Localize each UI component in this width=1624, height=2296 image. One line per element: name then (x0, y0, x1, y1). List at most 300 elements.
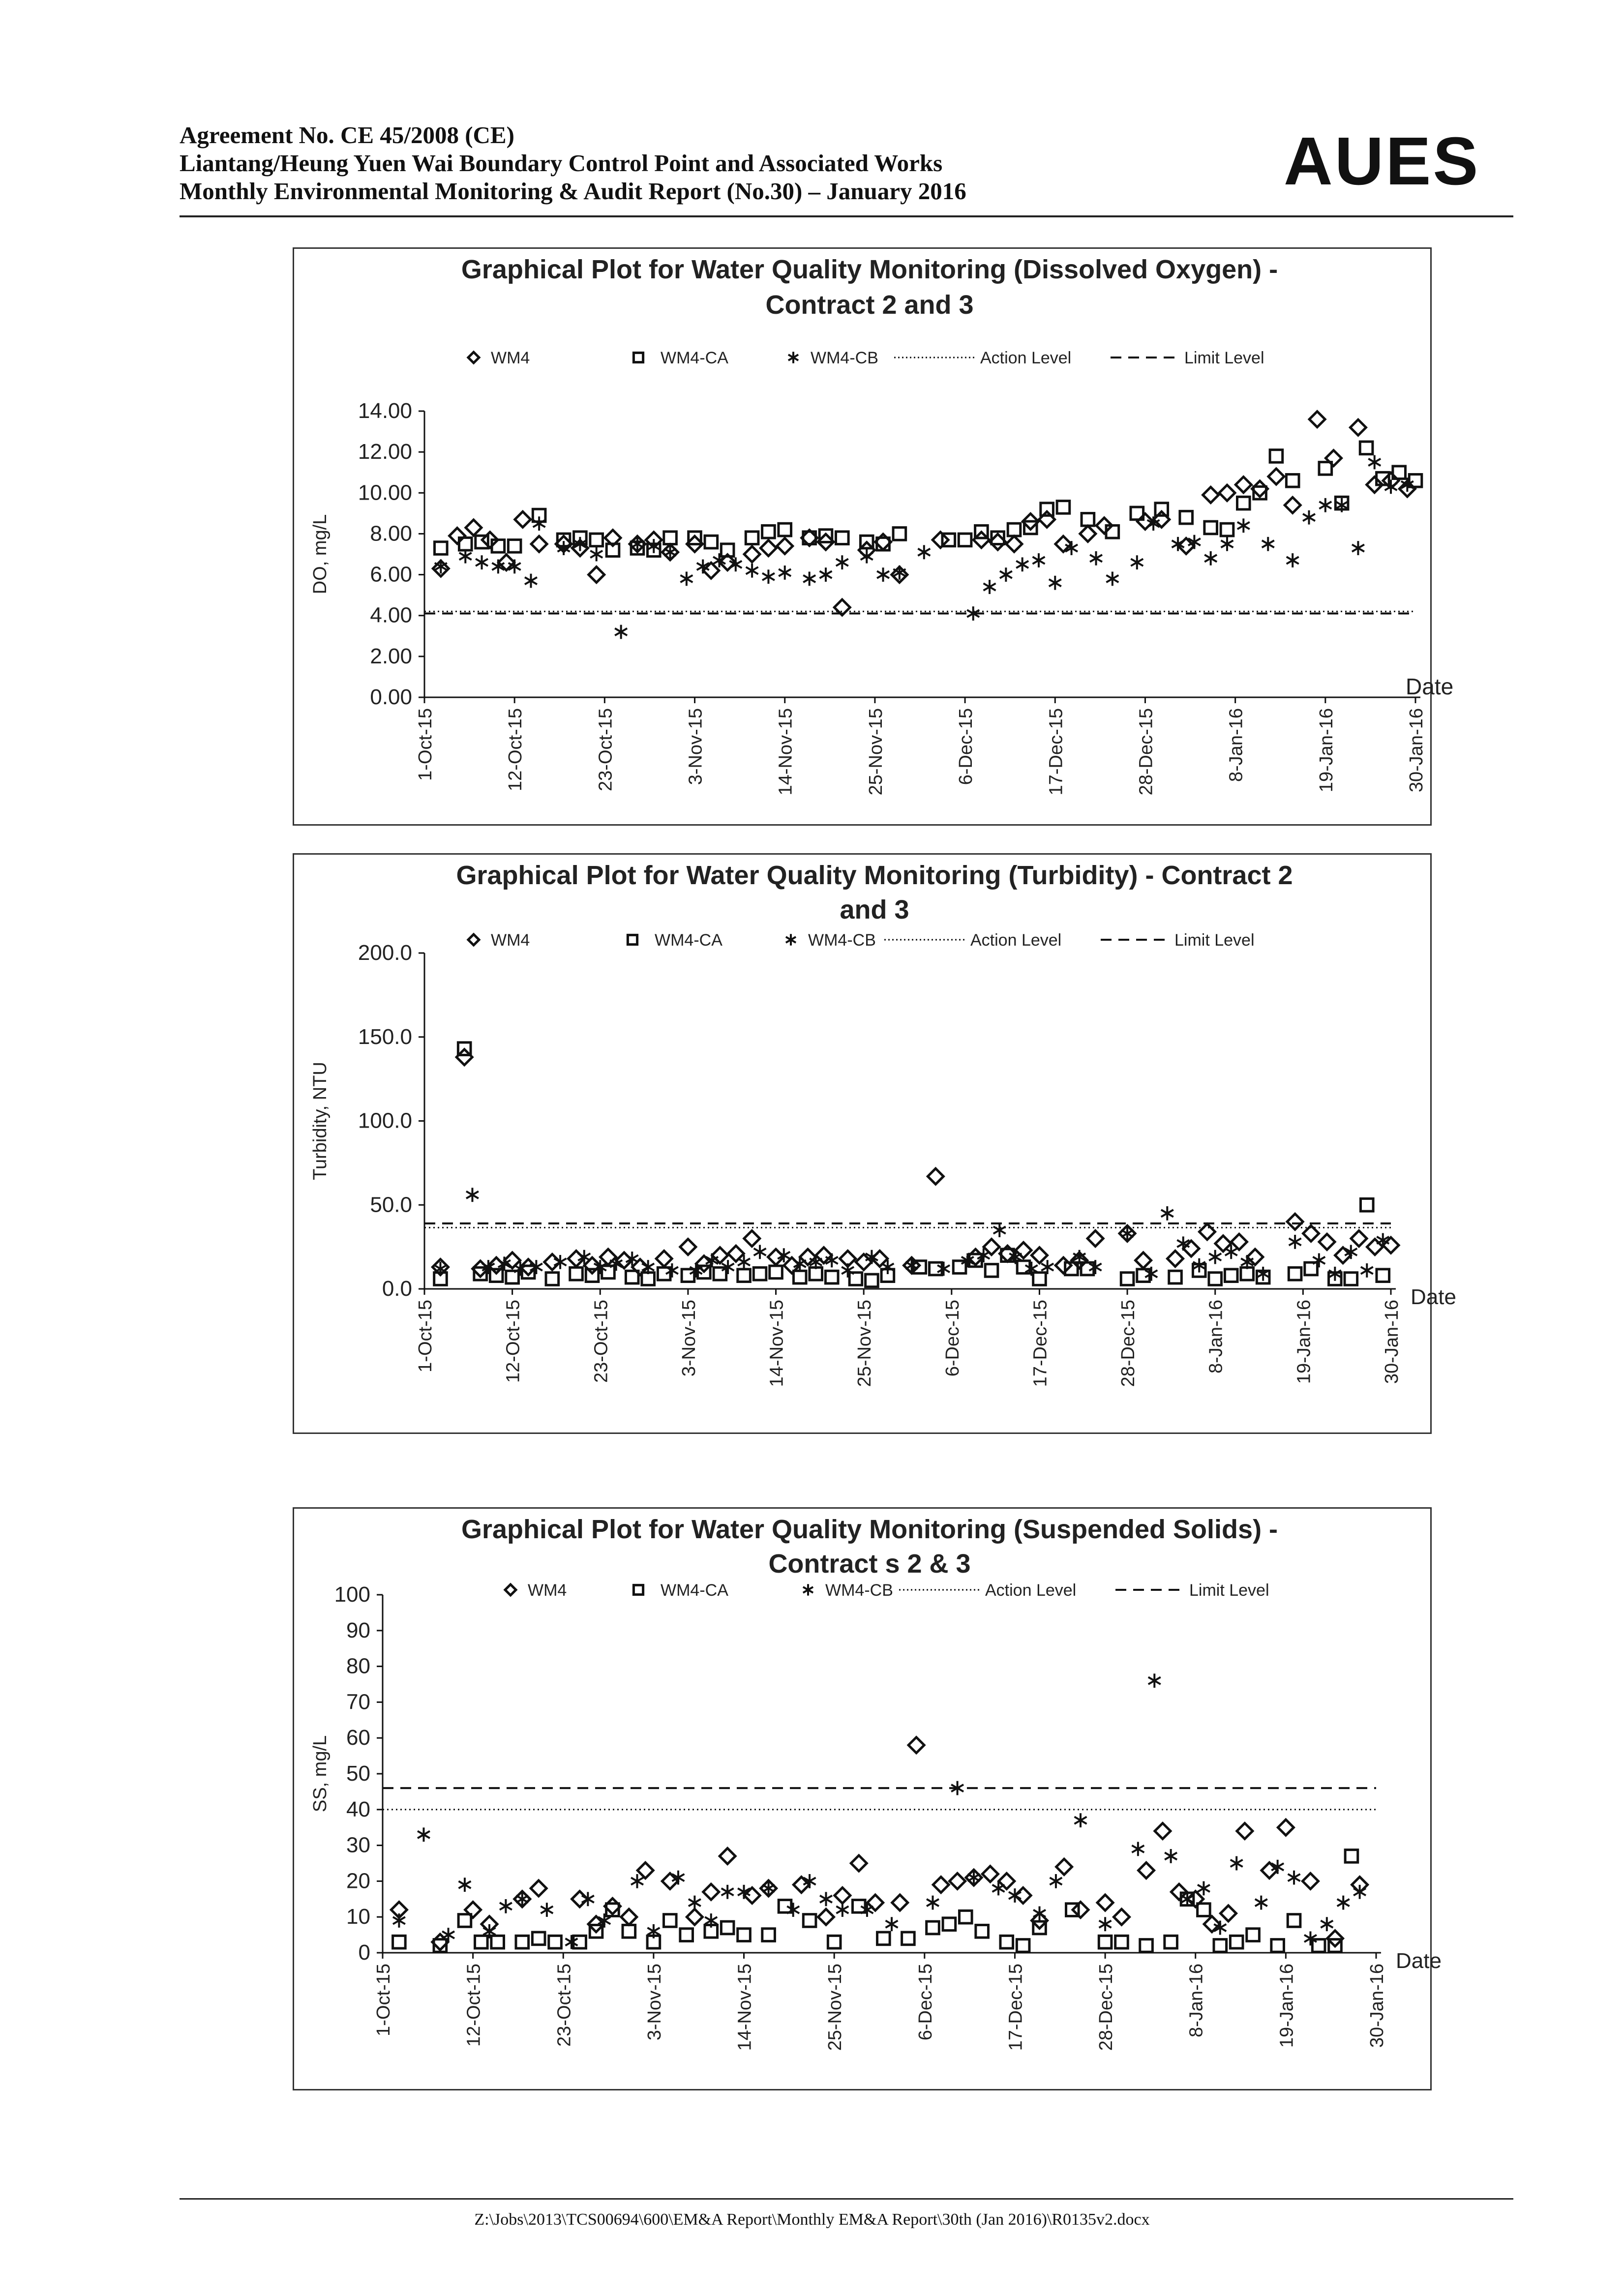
data-point-wm4-cb (1050, 1874, 1062, 1888)
chart-title: Graphical Plot for Water Quality Monitoring (Turbidity) - Contract 2 (456, 861, 1293, 890)
chart-title: Contract 2 and 3 (765, 290, 974, 320)
data-point-wm4-cb (722, 1885, 734, 1899)
data-point-wm4-ca (1237, 497, 1250, 509)
data-point-wm4-ca (1286, 475, 1299, 487)
data-point-wm4-ca (746, 532, 758, 544)
file-path: Z:\Jobs\2013\TCS00694\600\EM&A Report\Monthly EM&A Report\30th (Jan 2016)\R0135v2.docx (474, 2210, 1150, 2229)
x-tick-label: 8-Jan-16 (1226, 708, 1247, 782)
x-tick-label: 12-Oct-15 (503, 1300, 524, 1383)
data-point-wm4 (1231, 1234, 1247, 1250)
data-point-wm4-ca (602, 1266, 615, 1279)
data-point-wm4-ca (1230, 1936, 1243, 1948)
data-point-wm4-cb (1106, 571, 1118, 586)
y-tick-label: 100 (334, 1582, 370, 1607)
legend-wm4-label: WM4 (491, 349, 530, 367)
data-point-wm4-cb (1198, 1881, 1210, 1896)
data-point-wm4 (1155, 1823, 1171, 1839)
data-point-wm4-cb (1000, 567, 1012, 582)
data-point-wm4-ca (532, 1932, 545, 1945)
data-point-wm4-cb (836, 1903, 848, 1917)
x-tick-label: 25-Nov-15 (854, 1300, 875, 1387)
data-point-wm4-ca (705, 536, 718, 548)
data-point-wm4-ca (927, 1921, 939, 1934)
data-point-wm4 (621, 1909, 637, 1925)
data-point-wm4-cb (1032, 553, 1045, 567)
legend-limit-label: Limit Level (1189, 1581, 1269, 1600)
data-point-wm4-ca (738, 1269, 751, 1282)
data-point-wm4-ca (1017, 1939, 1029, 1952)
y-axis-label: Turbidity, NTU (310, 1062, 331, 1180)
chart-legend (505, 1581, 1269, 1600)
legend-action-label: Action Level (970, 931, 1062, 950)
data-point-wm4-ca (753, 1267, 766, 1280)
data-point-wm4 (1221, 1906, 1236, 1921)
data-point-wm4 (1097, 1895, 1113, 1910)
x-axis-label: Date (1406, 674, 1454, 699)
chart-turbidity (293, 853, 1456, 1434)
data-point-wm4 (515, 511, 531, 527)
x-tick-label: 14-Nov-15 (775, 708, 796, 796)
data-point-wm4-cb (418, 1827, 430, 1842)
y-tick-label: 80 (346, 1654, 370, 1678)
footer-divider (180, 2198, 1513, 2200)
data-point-wm4-ca (836, 532, 848, 544)
data-point-wm4-ca (1169, 1271, 1182, 1283)
data-point-wm4 (1302, 1873, 1318, 1889)
data-point-wm4-ca (1225, 1269, 1237, 1282)
data-point-wm4-ca (1041, 503, 1053, 516)
data-point-wm4-cb (992, 1881, 1005, 1896)
x-axis-label: Date (1411, 1285, 1456, 1309)
data-point-wm4-cb (1321, 1917, 1333, 1931)
data-point-wm4-cb (533, 516, 545, 531)
data-point-wm4 (572, 1891, 588, 1907)
legend-wm4-label: WM4 (528, 1581, 567, 1600)
data-point-wm4 (892, 1895, 908, 1910)
data-point-wm4-ca (849, 1273, 862, 1285)
data-point-wm4-cb (500, 1899, 512, 1913)
data-point-wm4-cb (648, 539, 660, 553)
data-point-wm4 (928, 1168, 943, 1184)
data-point-wm4 (1055, 1257, 1071, 1273)
data-point-wm4 (760, 540, 776, 556)
data-point-wm4 (1350, 419, 1366, 435)
data-point-wm4 (1087, 1231, 1103, 1247)
y-tick-label: 90 (346, 1618, 370, 1642)
data-point-wm4-ca (1305, 1262, 1318, 1275)
x-tick-label: 28-Dec-15 (1118, 1300, 1139, 1387)
data-point-wm4-cb (393, 1913, 405, 1928)
data-point-wm4-cb (779, 566, 791, 580)
legend-wm4-marker (468, 352, 479, 363)
data-point-wm4-ca (1155, 503, 1168, 516)
data-point-wm4-cb (993, 1223, 1006, 1237)
x-tick-label: 30-Jan-16 (1382, 1300, 1402, 1384)
data-point-wm4 (720, 1848, 735, 1864)
data-point-wm4-ca (930, 1262, 942, 1275)
data-point-wm4-ca (1099, 1936, 1112, 1948)
data-point-wm4 (1015, 1888, 1031, 1904)
aues-logo: AUES (1284, 123, 1480, 199)
data-point-wm4-ca (1247, 1929, 1260, 1941)
data-point-wm4-ca (491, 1936, 504, 1948)
y-tick-label: 20 (346, 1869, 370, 1893)
data-point-wm4-cb (1262, 537, 1274, 551)
data-point-wm4 (933, 1877, 949, 1893)
data-point-wm4-ca (1345, 1273, 1357, 1285)
legend-wm4cb-marker (788, 352, 798, 363)
data-point-wm4 (1237, 1823, 1253, 1839)
data-point-wm4-ca (1204, 521, 1217, 534)
data-point-wm4-cb (861, 549, 873, 564)
project-title: Liantang/Heung Yuen Wai Boundary Control Point and Associated Works (180, 149, 943, 177)
data-point-wm4-ca (1360, 1198, 1373, 1211)
y-tick-label: 0.00 (370, 685, 412, 709)
y-tick-label: 14.00 (358, 399, 412, 423)
data-point-wm4-cb (1016, 557, 1028, 571)
data-point-wm4 (851, 1855, 867, 1871)
data-point-wm4-ca (738, 1929, 751, 1941)
x-tick-label: 12-Oct-15 (505, 708, 526, 791)
chart-suspended-solids (293, 1507, 1442, 2090)
data-point-wm4-ca (492, 540, 505, 553)
data-point-wm4-cb (787, 1903, 799, 1917)
data-point-wm4-ca (1165, 1936, 1177, 1948)
y-tick-label: 200.0 (358, 941, 412, 965)
x-tick-label: 12-Oct-15 (463, 1964, 484, 2047)
data-point-wm4-ca (1214, 1939, 1227, 1952)
chart-title: and 3 (840, 895, 909, 924)
data-point-wm4-cb (1303, 510, 1315, 525)
chart-legend (468, 931, 1255, 950)
data-point-wm4 (656, 1251, 672, 1267)
x-tick-label: 19-Jan-16 (1293, 1300, 1315, 1384)
data-point-wm4-cb (1148, 1673, 1161, 1688)
data-point-wm4 (1113, 1909, 1129, 1925)
legend-wm4cb-marker (803, 1584, 813, 1595)
data-point-wm4-ca (680, 1929, 693, 1941)
data-point-wm4-ca (1008, 523, 1021, 536)
data-point-wm4-ca (1345, 1850, 1358, 1863)
x-tick-label: 30-Jan-16 (1367, 1964, 1387, 2048)
data-point-wm4-ca (1000, 1936, 1013, 1948)
data-point-wm4-cb (689, 1896, 701, 1910)
y-tick-label: 50 (346, 1761, 370, 1786)
report-title: Monthly Environmental Monitoring & Audit Report (No.30) – January 2016 (180, 178, 966, 205)
data-point-wm4-ca (664, 532, 677, 544)
data-point-wm4-ca (590, 534, 603, 546)
data-point-wm4-ca (893, 528, 906, 540)
y-tick-label: 10 (346, 1905, 370, 1929)
data-point-wm4 (1287, 1214, 1303, 1229)
legend-wm4-label: WM4 (491, 931, 530, 950)
data-point-wm4 (1351, 1231, 1367, 1247)
data-point-wm4-ca (490, 1269, 503, 1282)
y-tick-label: 8.00 (370, 521, 412, 546)
data-point-wm4-cb (1193, 1258, 1205, 1273)
data-point-wm4 (1006, 536, 1022, 552)
data-point-wm4-cb (1329, 1267, 1341, 1281)
data-point-wm4-cb (877, 567, 889, 582)
x-tick-label: 1-Oct-15 (415, 708, 436, 781)
data-point-wm4-cb (1385, 479, 1397, 494)
y-tick-label: 0.0 (382, 1277, 412, 1301)
chart-svg (294, 249, 1454, 824)
data-point-wm4-cb (631, 1874, 643, 1888)
y-tick-label: 50.0 (370, 1193, 412, 1217)
series-wm4 (433, 412, 1415, 615)
data-point-wm4-ca (762, 525, 775, 538)
chart-title: Contract s 2 & 3 (768, 1549, 971, 1579)
x-axis-label: Date (1396, 1949, 1442, 1973)
x-tick-label: 6-Dec-15 (915, 1964, 936, 2041)
series-wm4-ca (393, 1850, 1358, 1952)
data-point-wm4-cb (1090, 551, 1102, 566)
data-point-wm4-ca (642, 1273, 655, 1285)
data-point-wm4-cb (1257, 1267, 1269, 1281)
y-tick-label: 150.0 (358, 1024, 412, 1049)
data-point-wm4 (1268, 469, 1284, 484)
data-point-wm4-cb (1131, 555, 1143, 569)
data-point-wm4-cb (1204, 551, 1217, 566)
legend-action-label: Action Level (980, 349, 1072, 367)
legend-wm4ca-label: WM4-CA (661, 1581, 728, 1600)
data-point-wm4 (703, 1884, 719, 1900)
y-tick-label: 40 (346, 1797, 370, 1821)
data-point-wm4 (818, 1909, 834, 1925)
data-point-wm4 (1031, 1248, 1047, 1263)
data-point-wm4-ca (877, 1932, 890, 1945)
data-point-wm4-cb (615, 625, 627, 639)
x-tick-label: 25-Nov-15 (825, 1964, 846, 2051)
data-point-wm4-ca (779, 523, 791, 536)
data-point-wm4-cb (803, 571, 815, 586)
data-point-wm4-cb (1075, 1813, 1087, 1827)
data-point-wm4 (984, 1239, 999, 1255)
y-tick-label: 60 (346, 1726, 370, 1750)
data-point-wm4-ca (435, 542, 448, 555)
data-point-wm4 (466, 520, 481, 536)
data-point-wm4 (744, 1231, 760, 1247)
data-point-wm4 (589, 567, 604, 583)
data-point-wm4 (450, 528, 465, 544)
data-point-wm4-ca (1106, 525, 1119, 538)
data-point-wm4 (950, 1873, 965, 1889)
legend-wm4cb-label: WM4-CB (811, 349, 878, 367)
data-point-wm4 (982, 1866, 998, 1882)
legend-action-label: Action Level (985, 1581, 1077, 1600)
data-point-wm4 (1278, 1819, 1293, 1835)
data-point-wm4-cb (541, 1903, 553, 1917)
data-point-wm4-cb (1099, 1917, 1112, 1931)
data-point-wm4-ca (1288, 1914, 1300, 1927)
data-point-wm4-ca (1209, 1273, 1222, 1285)
data-point-wm4-ca (762, 1929, 775, 1941)
data-point-wm4-ca (682, 1269, 694, 1282)
data-point-wm4-ca (1289, 1267, 1301, 1280)
data-point-wm4-ca (549, 1936, 562, 1948)
data-point-wm4 (531, 1880, 546, 1896)
data-point-wm4-ca (1360, 442, 1373, 454)
data-point-wm4-ca (793, 1271, 806, 1283)
data-point-wm4-ca (828, 1936, 841, 1948)
data-point-wm4-ca (902, 1932, 915, 1945)
data-point-wm4-cb (746, 564, 758, 578)
data-point-wm4-cb (1289, 1235, 1301, 1249)
y-tick-label: 100.0 (358, 1108, 412, 1133)
agreement-number: Agreement No. CE 45/2008 (CE) (180, 121, 514, 149)
data-point-wm4-cb (1255, 1896, 1267, 1910)
legend-limit-label: Limit Level (1184, 349, 1264, 367)
x-tick-label: 30-Jan-16 (1406, 708, 1427, 793)
x-tick-label: 14-Nov-15 (766, 1300, 787, 1387)
data-point-wm4 (1215, 1236, 1231, 1252)
header-divider (180, 215, 1513, 217)
y-axis-label: SS, mg/L (310, 1735, 331, 1813)
chart-svg (294, 855, 1456, 1432)
x-tick-label: 1-Oct-15 (373, 1964, 394, 2036)
data-point-wm4 (744, 546, 760, 562)
data-point-wm4-ca (506, 1271, 519, 1283)
data-point-wm4-ca (721, 1921, 734, 1934)
data-point-wm4-cb (565, 1935, 577, 1949)
data-point-wm4-ca (1140, 1939, 1153, 1952)
data-point-wm4-ca (1180, 511, 1193, 524)
x-tick-label: 19-Jan-16 (1276, 1964, 1297, 2048)
data-point-wm4-ca (475, 1936, 488, 1948)
data-point-wm4-cb (1352, 541, 1364, 555)
y-tick-label: 2.00 (370, 644, 412, 668)
data-point-wm4-ca (1121, 1273, 1134, 1285)
x-tick-label: 1-Oct-15 (415, 1300, 436, 1372)
y-tick-label: 30 (346, 1833, 370, 1857)
x-tick-label: 14-Nov-15 (734, 1964, 755, 2051)
data-point-wm4-cb (886, 1917, 898, 1931)
data-point-wm4 (1235, 477, 1251, 493)
x-tick-label: 23-Oct-15 (554, 1964, 575, 2047)
y-tick-label: 10.00 (358, 480, 412, 505)
data-point-wm4-ca (779, 1900, 791, 1913)
data-point-wm4 (687, 1909, 702, 1925)
data-point-wm4 (1319, 1234, 1335, 1250)
data-point-wm4 (1136, 1252, 1151, 1268)
chart-svg (294, 1509, 1442, 2089)
y-tick-label: 70 (346, 1690, 370, 1714)
chart-title: Graphical Plot for Water Quality Monitoring (Dissolved Oxygen) - (461, 255, 1278, 284)
legend-wm4ca-label: WM4-CA (655, 931, 722, 950)
data-point-wm4-cb (1221, 537, 1233, 551)
data-point-wm4-ca (943, 1918, 956, 1931)
y-axis-label: DO, mg/L (310, 514, 331, 595)
legend-wm4cb-label: WM4-CB (825, 1581, 893, 1600)
data-point-wm4-ca (803, 1914, 816, 1927)
chart-legend (468, 349, 1264, 367)
data-point-wm4-ca (852, 1900, 865, 1913)
data-point-wm4 (728, 1246, 744, 1261)
data-point-wm4 (1219, 485, 1235, 501)
data-point-wm4-cb (918, 545, 930, 559)
legend-wm4ca-marker (633, 353, 643, 362)
data-point-wm4 (531, 536, 547, 552)
chart-dissolved-oxygen (293, 247, 1454, 826)
data-point-wm4-cb (1361, 1263, 1373, 1278)
x-tick-label: 28-Dec-15 (1136, 708, 1157, 796)
x-tick-label: 25-Nov-15 (865, 708, 886, 796)
x-tick-label: 28-Dec-15 (1096, 1964, 1117, 2051)
legend-wm4ca-marker (628, 935, 637, 944)
data-point-wm4-cb (680, 571, 692, 586)
data-point-wm4-ca (458, 1914, 471, 1927)
data-point-wm4 (1168, 1251, 1183, 1267)
data-point-wm4-ca (573, 1936, 586, 1948)
data-point-wm4-cb (525, 574, 537, 588)
data-point-wm4-ca (770, 1266, 782, 1279)
legend-wm4cb-label: WM4-CB (808, 931, 876, 950)
data-point-wm4 (835, 1888, 850, 1904)
legend-wm4-marker (505, 1584, 516, 1595)
series-wm4-ca (435, 442, 1422, 556)
data-point-wm4-ca (959, 534, 971, 546)
series-wm4-ca (434, 1043, 1389, 1287)
data-point-wm4-ca (623, 1925, 635, 1938)
y-tick-label: 12.00 (358, 440, 412, 464)
data-point-wm4-cb (1132, 1842, 1144, 1856)
data-point-wm4 (1139, 1863, 1154, 1879)
legend-wm4ca-label: WM4-CA (661, 349, 728, 367)
y-tick-label: 4.00 (370, 603, 412, 627)
series-wm4 (391, 1737, 1367, 1950)
data-point-wm4-ca (959, 1910, 972, 1923)
data-point-wm4-cb (820, 1892, 832, 1906)
data-point-wm4-ca (546, 1273, 559, 1285)
data-point-wm4-cb (1231, 1856, 1243, 1871)
data-point-wm4 (1199, 1224, 1215, 1240)
data-point-wm4-ca (1057, 501, 1070, 514)
x-tick-label: 6-Dec-15 (956, 708, 977, 785)
data-point-wm4 (1325, 450, 1341, 466)
data-point-wm4-cb (1161, 1206, 1173, 1221)
data-point-wm4-ca (1377, 1269, 1389, 1282)
x-tick-label: 23-Oct-15 (591, 1300, 612, 1383)
data-point-wm4-cb (762, 569, 775, 584)
x-tick-label: 17-Dec-15 (1030, 1300, 1051, 1387)
x-tick-label: 19-Jan-16 (1316, 708, 1337, 793)
legend-wm4cb-marker (786, 934, 796, 945)
data-point-wm4-cb (1288, 1871, 1300, 1885)
data-point-wm4-cb (842, 1263, 854, 1278)
data-point-wm4-ca (1270, 450, 1283, 463)
data-point-wm4 (1080, 526, 1096, 541)
data-point-wm4-ca (825, 1271, 838, 1283)
data-point-wm4-cb (1319, 498, 1331, 512)
data-point-wm4-ca (1271, 1939, 1284, 1952)
legend-limit-label: Limit Level (1174, 931, 1255, 950)
data-point-wm4-ca (1221, 523, 1233, 536)
data-point-wm4-cb (861, 1903, 873, 1917)
data-point-wm4 (544, 1254, 560, 1270)
data-point-wm4-cb (1165, 1849, 1177, 1863)
data-point-wm4-ca (985, 1264, 998, 1277)
data-point-wm4-cb (1209, 1250, 1221, 1264)
data-point-wm4-cb (1368, 455, 1381, 470)
data-point-wm4-cb (937, 1262, 950, 1276)
data-point-wm4-ca (866, 1274, 878, 1287)
x-tick-label: 6-Dec-15 (942, 1300, 963, 1377)
data-point-wm4-cb (927, 1896, 939, 1910)
y-tick-label: 6.00 (370, 562, 412, 587)
legend-wm4-marker (468, 934, 479, 945)
chart-title: Graphical Plot for Water Quality Monitoring (Suspended Solids) - (461, 1515, 1278, 1544)
